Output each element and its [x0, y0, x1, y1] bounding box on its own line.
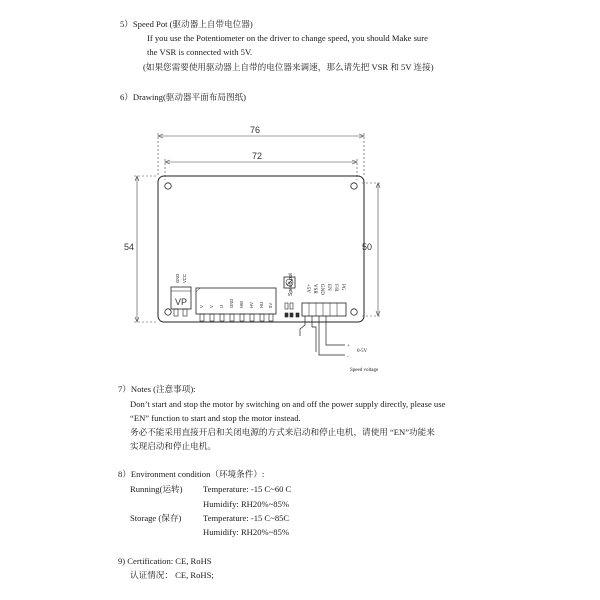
- notes-line-1: Don’t start and stop the motor by switching on and off the power supply directly, please use: [130, 399, 446, 409]
- svg-text:HU: HU: [259, 301, 264, 308]
- motor-hall-connector: [196, 288, 276, 314]
- speed-voltage-label: Speed voltage: [350, 368, 379, 373]
- dim-inner-width: 72: [251, 151, 263, 161]
- mount-hole-bottom-right: [351, 309, 357, 315]
- storage-label: Storage (保存): [130, 513, 182, 523]
- gnd-label: GND: [175, 273, 180, 283]
- svg-text:HV: HV: [249, 302, 254, 308]
- plus-label: +: [347, 344, 350, 349]
- speed-pot-label: Speed pot: [288, 273, 294, 296]
- svg-text:VSR: VSR: [312, 284, 317, 294]
- speed-pot-line-2: the VSR is connected with 5V.: [147, 47, 253, 57]
- svg-text:GND: GND: [229, 298, 234, 308]
- dim-inner-height: 50: [361, 242, 372, 252]
- running-temperature: Temperature: -15 C~60 C: [203, 484, 292, 494]
- svg-text:V: V: [199, 305, 204, 308]
- svg-text:V: V: [209, 305, 214, 308]
- vcc-label: VCC: [182, 274, 187, 283]
- right-pin-labels: [305, 284, 345, 295]
- notes-line-3: 务必不能采用直接开启和关闭电源的方式来启动和停止电机，请使用 “EN”功能来: [130, 427, 435, 437]
- storage-humidity: Humidify: RH20%~85%: [203, 527, 290, 537]
- control-connector: [302, 303, 346, 316]
- vp-label: VP: [175, 297, 188, 307]
- minus-label: -: [347, 355, 349, 360]
- svg-text:5V: 5V: [268, 302, 273, 308]
- storage-temperature: Temperature: -15 C~85C: [203, 513, 290, 523]
- notes-heading: 7）Notes (注意事项):: [118, 384, 196, 394]
- dim-outer-height: 54: [123, 242, 135, 252]
- mount-hole-bottom-left: [165, 309, 171, 315]
- svg-text:HW: HW: [239, 301, 244, 308]
- svg-text:U: U: [219, 304, 224, 308]
- mount-hole-top-left: [165, 183, 171, 189]
- environment-heading: 8）Environment condition（环境条件）:: [118, 469, 265, 479]
- svg-text:EN: EN: [326, 284, 331, 291]
- speed-pot-heading: 5）Speed Pot (驱动器上自带电位器): [120, 19, 253, 29]
- range-label: 0-5V: [357, 349, 368, 354]
- drawing-heading: 6）Drawing(驱动器平面布局图纸): [120, 92, 247, 102]
- mount-hole-top-right: [351, 183, 357, 189]
- running-humidity: Humidify: RH20%~85%: [203, 499, 290, 509]
- speed-pot-line-3: (如果您需要使用驱动器上自带的电位器来调速，那么请先把 VSR 和 5V 连接): [143, 62, 434, 72]
- bottom-pins: [200, 314, 273, 321]
- certification-line: 认证情况： CE, RoHS;: [130, 570, 214, 580]
- notes-line-4: 实现启动和停止电机。: [130, 441, 216, 451]
- bottom-pin-labels: [199, 299, 273, 308]
- notes-line-2: “EN” function to start and stop the motor instead.: [130, 413, 301, 423]
- speed-pot-line-1: If you use the Potentiometer on the driver to change speed, you should Make sure: [147, 33, 428, 43]
- svg-text:F/R: F/R: [333, 284, 338, 292]
- dim-outer-width: 76: [249, 125, 261, 135]
- running-label: Running(运转): [130, 484, 183, 494]
- svg-text:GND: GND: [319, 284, 324, 295]
- vsr-jumper: [285, 303, 299, 317]
- certification-heading: 9) Certification: CE, RoHS: [118, 556, 212, 566]
- board-outline: [158, 176, 364, 322]
- svg-text:PG: PG: [340, 284, 345, 291]
- svg-text:+5V: +5V: [305, 284, 310, 293]
